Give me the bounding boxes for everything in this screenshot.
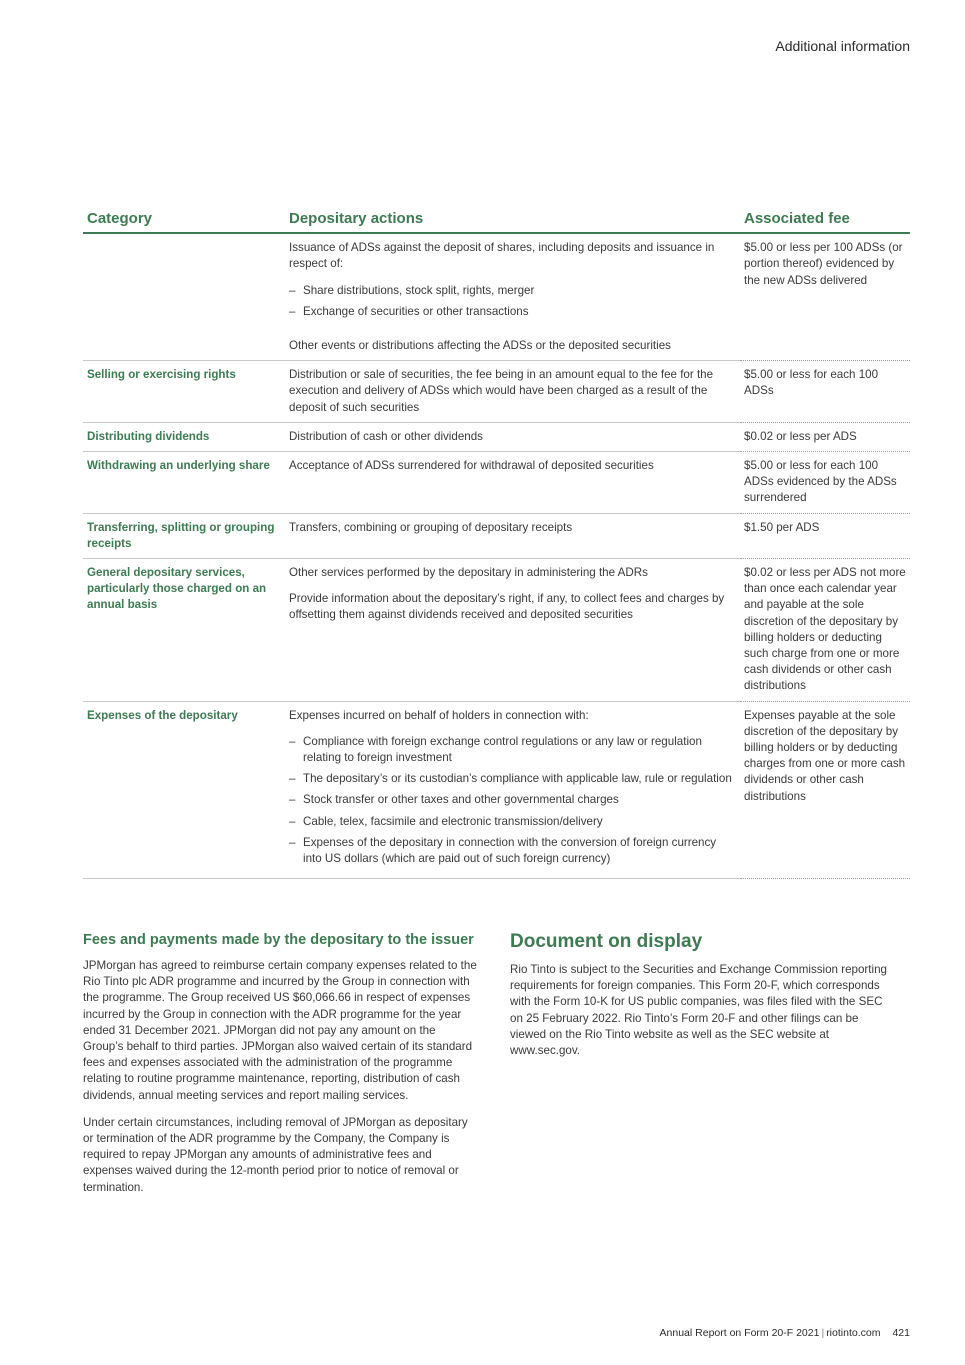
action-text: Issuance of ADSs against the deposit of shares, including deposits and issuance in respect of: bbox=[289, 241, 715, 271]
list-item: – Stock transfer or other taxes and other governmental charges bbox=[289, 792, 736, 808]
action-cell: Acceptance of ADSs surrendered for withdrawal of deposited securities bbox=[285, 452, 740, 514]
list-item: – Share distributions, stock split, rights, merger bbox=[289, 283, 736, 299]
category-cell: General depositary services, particularly those charged on an annual basis bbox=[83, 559, 285, 702]
page-footer bbox=[660, 1327, 910, 1339]
category-cell: Withdrawing an underlying share bbox=[83, 452, 285, 514]
fee-cell: $0.02 or less per ADS not more than once each calendar year and payable at the sole discretion of the depositary by billing holders or deducting such charge from one or more cash dividends or other cash distributions bbox=[740, 559, 910, 702]
action-cell bbox=[285, 559, 740, 702]
table-header-row bbox=[83, 208, 910, 233]
website-link[interactable]: riotinto.com bbox=[826, 1327, 881, 1339]
action-text: Expenses incurred on behalf of holders in connection with: bbox=[289, 708, 589, 722]
action-cell: Distribution of cash or other dividends bbox=[285, 422, 740, 451]
action-cell bbox=[285, 233, 740, 361]
action-list bbox=[289, 283, 736, 320]
section-title: Additional information bbox=[775, 38, 910, 54]
action-text: Other services performed by the depositary in administering the ADRs bbox=[289, 566, 648, 580]
table-row bbox=[83, 233, 910, 361]
footer-separator: | bbox=[821, 1327, 825, 1339]
list-item: – The depositary’s or its custodian’s compliance with applicable law, rule or regulation bbox=[289, 771, 736, 787]
action-text: Provide information about the depositary’s right, if any, to collect fees and charges by offsetting them against dividends received and deposited securities bbox=[289, 592, 725, 622]
fee-cell: Expenses payable at the sole discretion of the depositary by billing holders or by deducting charges from one or more cash dividends or other cash distributions bbox=[740, 701, 910, 879]
report-title: Annual Report on Form 20-F 2021 bbox=[659, 1327, 820, 1339]
fee-cell: $5.00 or less per 100 ADSs (or portion thereof) evidenced by the new ADSs delivered bbox=[740, 233, 910, 361]
body-paragraph: Rio Tinto is subject to the Securities and Exchange Commission reporting requirements for foreign companies. This Form 20-F, which corresponds with the Form 10-K for US public companies, was files filed with the SEC on 25 February 2022. Rio Tinto’s Form 20-F and other filings can be viewed on the Rio Tinto website as well as the SEC website at www.sec.gov. bbox=[510, 963, 887, 1058]
fee-cell: $5.00 or less for each 100 ADSs bbox=[740, 361, 910, 423]
category-cell: Expenses of the depositary bbox=[83, 701, 285, 879]
category-cell bbox=[83, 233, 285, 361]
action-text: Other events or distributions affecting the ADSs or the deposited securities bbox=[289, 339, 671, 353]
fee-cell: $0.02 or less per ADS bbox=[740, 422, 910, 451]
table-row bbox=[83, 513, 910, 558]
action-cell bbox=[285, 701, 740, 879]
category-cell: Selling or exercising rights bbox=[83, 361, 285, 423]
list-item: – Expenses of the depositary in connection with the conversion of foreign currency into US dollars (which are paid out of such foreign currency) bbox=[289, 835, 736, 867]
body-paragraph: Under certain circumstances, including removal of JPMorgan as depositary or termination of the ADR programme by the Company, the Company is required to repay JPMorgan any amounts of administrative fees and expenses waived during the 12-month period prior to notice of removal or termination. bbox=[83, 1115, 468, 1194]
document-on-display-section bbox=[510, 930, 895, 1070]
depositary-fees-table bbox=[83, 208, 910, 879]
action-list bbox=[289, 734, 736, 867]
section-heading: Document on display bbox=[510, 931, 703, 952]
table-row bbox=[83, 452, 910, 514]
table-row bbox=[83, 559, 910, 702]
category-cell: Transferring, splitting or grouping receipts bbox=[83, 513, 285, 558]
fees-payments-section bbox=[83, 930, 478, 1207]
column-header-category: Category bbox=[83, 208, 285, 233]
page-number: 421 bbox=[892, 1327, 910, 1339]
fee-cell: $5.00 or less for each 100 ADSs evidenced by the ADSs surrendered bbox=[740, 452, 910, 514]
column-header-depositary-actions: Depositary actions bbox=[285, 208, 740, 233]
table-row bbox=[83, 422, 910, 451]
column-header-associated-fee: Associated fee bbox=[740, 208, 910, 233]
category-cell: Distributing dividends bbox=[83, 422, 285, 451]
list-item: – Compliance with foreign exchange control regulations or any law or regulation relating to foreign investment bbox=[289, 734, 736, 766]
action-cell: Transfers, combining or grouping of depositary receipts bbox=[285, 513, 740, 558]
table-row bbox=[83, 361, 910, 423]
list-item: – Cable, telex, facsimile and electronic transmission/delivery bbox=[289, 814, 736, 830]
section-heading: Fees and payments made by the depositary to the issuer bbox=[83, 932, 474, 948]
body-paragraph: JPMorgan has agreed to reimburse certain company expenses related to the Rio Tinto plc ADR programme and incurred by the Group in connection with the programme. The Group received US $60,066.66 in respect of expenses incurred by the Group in connection with the ADR programme for the year ended 31 December 2021. JPMorgan did not pay any amount on the Group’s behalf to third parties. JPMorgan also waived certain of its standard fees and expenses associated with the administration of the programme relating to routine programme maintenance, reporting, distribution of cash dividends, annual meeting services and report mailing services. bbox=[83, 959, 477, 1102]
table-row bbox=[83, 701, 910, 879]
action-cell: Distribution or sale of securities, the fee being in an amount equal to the fee for the execution and delivery of ADSs which would have been charged as a result of the deposit of such securities bbox=[285, 361, 740, 423]
list-item: – Exchange of securities or other transactions bbox=[289, 304, 736, 320]
fee-cell: $1.50 per ADS bbox=[740, 513, 910, 558]
